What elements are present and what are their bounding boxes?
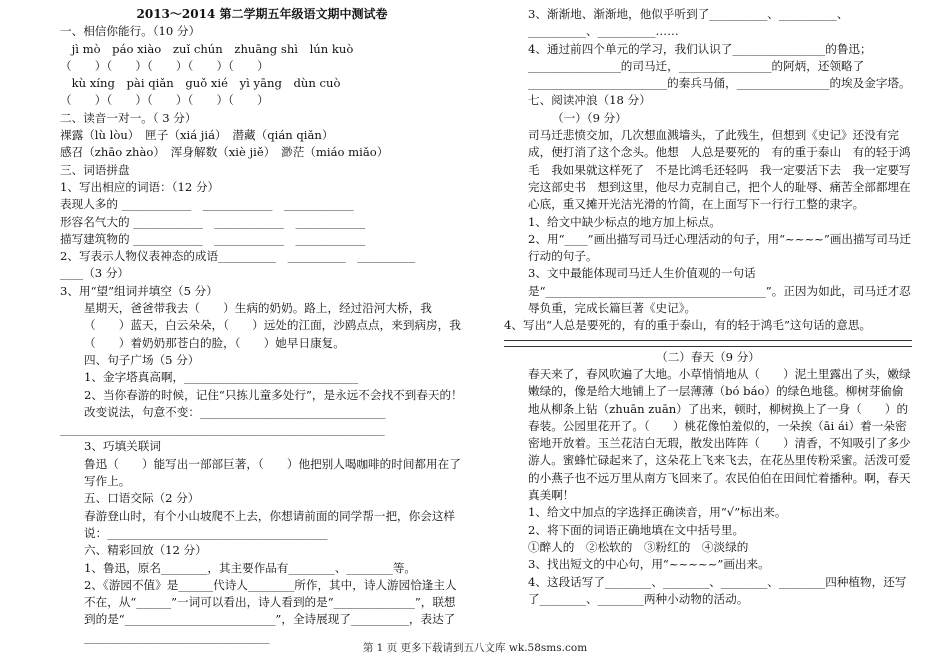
q2-heading: 二、读音一对一。（ 3 分） [60, 110, 197, 125]
answer-brackets-1: （ ）（ ）（ ）（ ）（ ） [60, 58, 269, 73]
q1-heading: 一、相信你能行。（10 分） [60, 24, 201, 39]
passage-1-text: 司马迁悲愤交加，几次想血溅墙头，了此残生，但想到《史记》还没有完成，便打消了这个念头。他想 人总是要死的 有的重于泰山 有的轻于鸿毛 我如果就这样死了 不是比鸿毛还轻吗 我一定要活下去 我一定要写完这部史书 想到这里，他尽力克制自己，把个人的耻辱、痛苦全部都埋在心底，重又摊开光洁光滑的竹简，在上面写下一行行工整的隶字。 [528, 128, 911, 212]
q4-3-heading: 3、巧填关联词 [84, 439, 161, 454]
q3-2-line: 2、写表示人物仪表神态的成语__________ __________ __________ [60, 249, 416, 264]
p1-q4: 4、写出“人总是要死的，有的重于泰山，有的轻于鸿毛”这句话的意思。 [504, 318, 872, 333]
p1-q2: 2、用“____”画出描写司马迁心理活动的句子，用“~~~~”画出描写司马迁行动的句子。 [528, 231, 911, 264]
p2-q3: 3、找出短文的中心句，用“~~~~~”画出来。 [528, 557, 770, 572]
answer-line-2 [504, 346, 912, 347]
pinyin-row-2: kù xíng pài qiǎn guǒ xié yì yāng dùn cuò [60, 76, 341, 91]
answer-brackets-2: （ ）（ ）（ ）（ ）（ ） [60, 93, 269, 108]
q3-heading: 三、词语拼盘 [60, 162, 130, 177]
q4-heading: 四、句子广场（5 分） [84, 352, 200, 367]
q4-2: 2、当你春游的时候，记住“只拣儿童多处行”，是永远不会找不到春天的！ [84, 387, 463, 402]
q3-3-heading: 3、用“望”组词并填空（5 分） [60, 283, 218, 298]
q5-prompt: 春游登山时，有个小山坡爬不上去，你想请前面的同学帮一把，你会这样说：______________________________________ [84, 508, 456, 540]
q4-2-answer-line: ________________________________________________________ [60, 422, 385, 437]
answer-line-1 [504, 340, 912, 341]
p2-q2: 2、将下面的词语正确地填在文中括号里。 [528, 522, 745, 537]
q6-4: 4、通过前四个单元的学习，我们认识了________________的鲁迅；________________的司马迁，________________的阿炳，还领略了________________________的秦兵马俑，________________的埃及金字塔。 [528, 41, 911, 91]
q3-1-row-2: 形容名气大的 ____________ ____________ ____________ [60, 214, 366, 229]
q3-1-heading: 1、写出相应的词语：（12 分） [60, 179, 220, 194]
q3-2-score: ____（3 分） [60, 266, 130, 281]
q4-3-sentence: 鲁迅（ ）能写出一部部巨著，（ ）他把别人喝咖啡的时间都用在了写作上。 [84, 456, 461, 489]
reading-row-1: 裸露（lù lòu） 匣子（xiá jiá） 潜藏（qián qiǎn） [60, 128, 334, 143]
q7-heading: 七、阅读冲浪（18 分） [528, 93, 651, 108]
p2-q1: 1、给文中加点的字选择正确读音，用“√”标出来。 [528, 505, 787, 520]
p1-q3: 3、文中最能体现司马迁人生价值观的一句话是“______________________________________”。正因为如此，司马迁才忍辱负重，完成长篇巨著《史记》。 [528, 266, 911, 316]
q3-3-passage: 星期天，爸爸带我去（ ）生病的奶奶。路上，经过沿河大桥，我（ ）蓝天，白云朵朵，（ ）远处的江面，沙鸥点点，来到病房，我（ ）着奶奶那苍白的脸，（ ）她早日康复。 [84, 301, 461, 350]
right-column [504, 6, 912, 608]
q3-1-row-1: 表现人多的 ____________ ____________ ____________ [60, 197, 354, 212]
p2-q2-options: ①醉人的 ②松软的 ③粉红的 ④淡绿的 [528, 539, 749, 554]
q6-3: 3、渐渐地、渐渐地，他似乎听到了__________、__________、__________、__________…… [528, 7, 849, 39]
q4-1: 1、金字塔真高啊，______________________________ [84, 370, 359, 385]
p2-q4: 4、这段话写了________、________、________、________四种植物，还写了________、________两种小动物的活动。 [528, 574, 907, 606]
q3-1-row-3: 描写建筑物的 ____________ ____________ ____________ [60, 231, 366, 246]
page-title: 2013～2014 第二学期五年级语文期中测试卷 [136, 7, 388, 21]
left-column [60, 6, 464, 646]
q4-2-rewrite: 改变说法，句意不变：________________________________ [84, 404, 386, 419]
pinyin-row-1: jì mò páo xiào zuǐ chún zhuāng shì lún kuò [60, 41, 354, 56]
passage-2-heading: （二）春天（9 分） [656, 349, 760, 364]
passage-1-heading: （一）（9 分） [552, 110, 627, 125]
page-footer: 第 1 页 更多下载请到五八文库 wk.58sms.com [362, 642, 588, 654]
passage-2-text: 春天来了，春风吹遍了大地。小草悄悄地从（ ）泥土里露出了头，嫩绿嫩绿的，像是给大地铺上了一层薄薄（bó báo）的绿色地毯。柳树芽偷偷地从柳条上钻（zhuān zuān）了出来，顿时，柳树换上了一身（ ）的春装。公园里花开了。（ ）桃花像怕羞似的，一朵挨（āi ái）着一朵密密地开放着。玉兰花洁白无瑕，散发出阵阵（ ）清香，不知吸引了多少游人。蜜蜂忙碌起来了，这朵花上飞来飞去，在花丛里传粉采蜜。活泼可爱的小燕子也不远万里从南方飞回来了。农民伯伯在田间忙着播种。啊，春天真美啊！ [528, 366, 911, 503]
p1-q1: 1、给文中缺少标点的地方加上标点。 [528, 214, 721, 229]
q5-heading: 五、口语交际（2 分） [84, 491, 200, 506]
q6-heading: 六、精彩回放（12 分） [84, 543, 207, 558]
q6-2: 2、《游园不值》是______代诗人________所作，其中，诗人游园恰逢主人不在，从“______”一词可以看出，诗人看到的是“______________”，联想到的是“__________________________”，全诗展现了__________，表达了________________________________ [84, 577, 457, 644]
q6-1: 1、鲁迅，原名________，其主要作品有________、________等。 [84, 560, 417, 575]
reading-row-2: 感召（zhāo zhào） 浑身解数（xiè jiě） 渺茫（miáo miǎo） [60, 145, 389, 160]
